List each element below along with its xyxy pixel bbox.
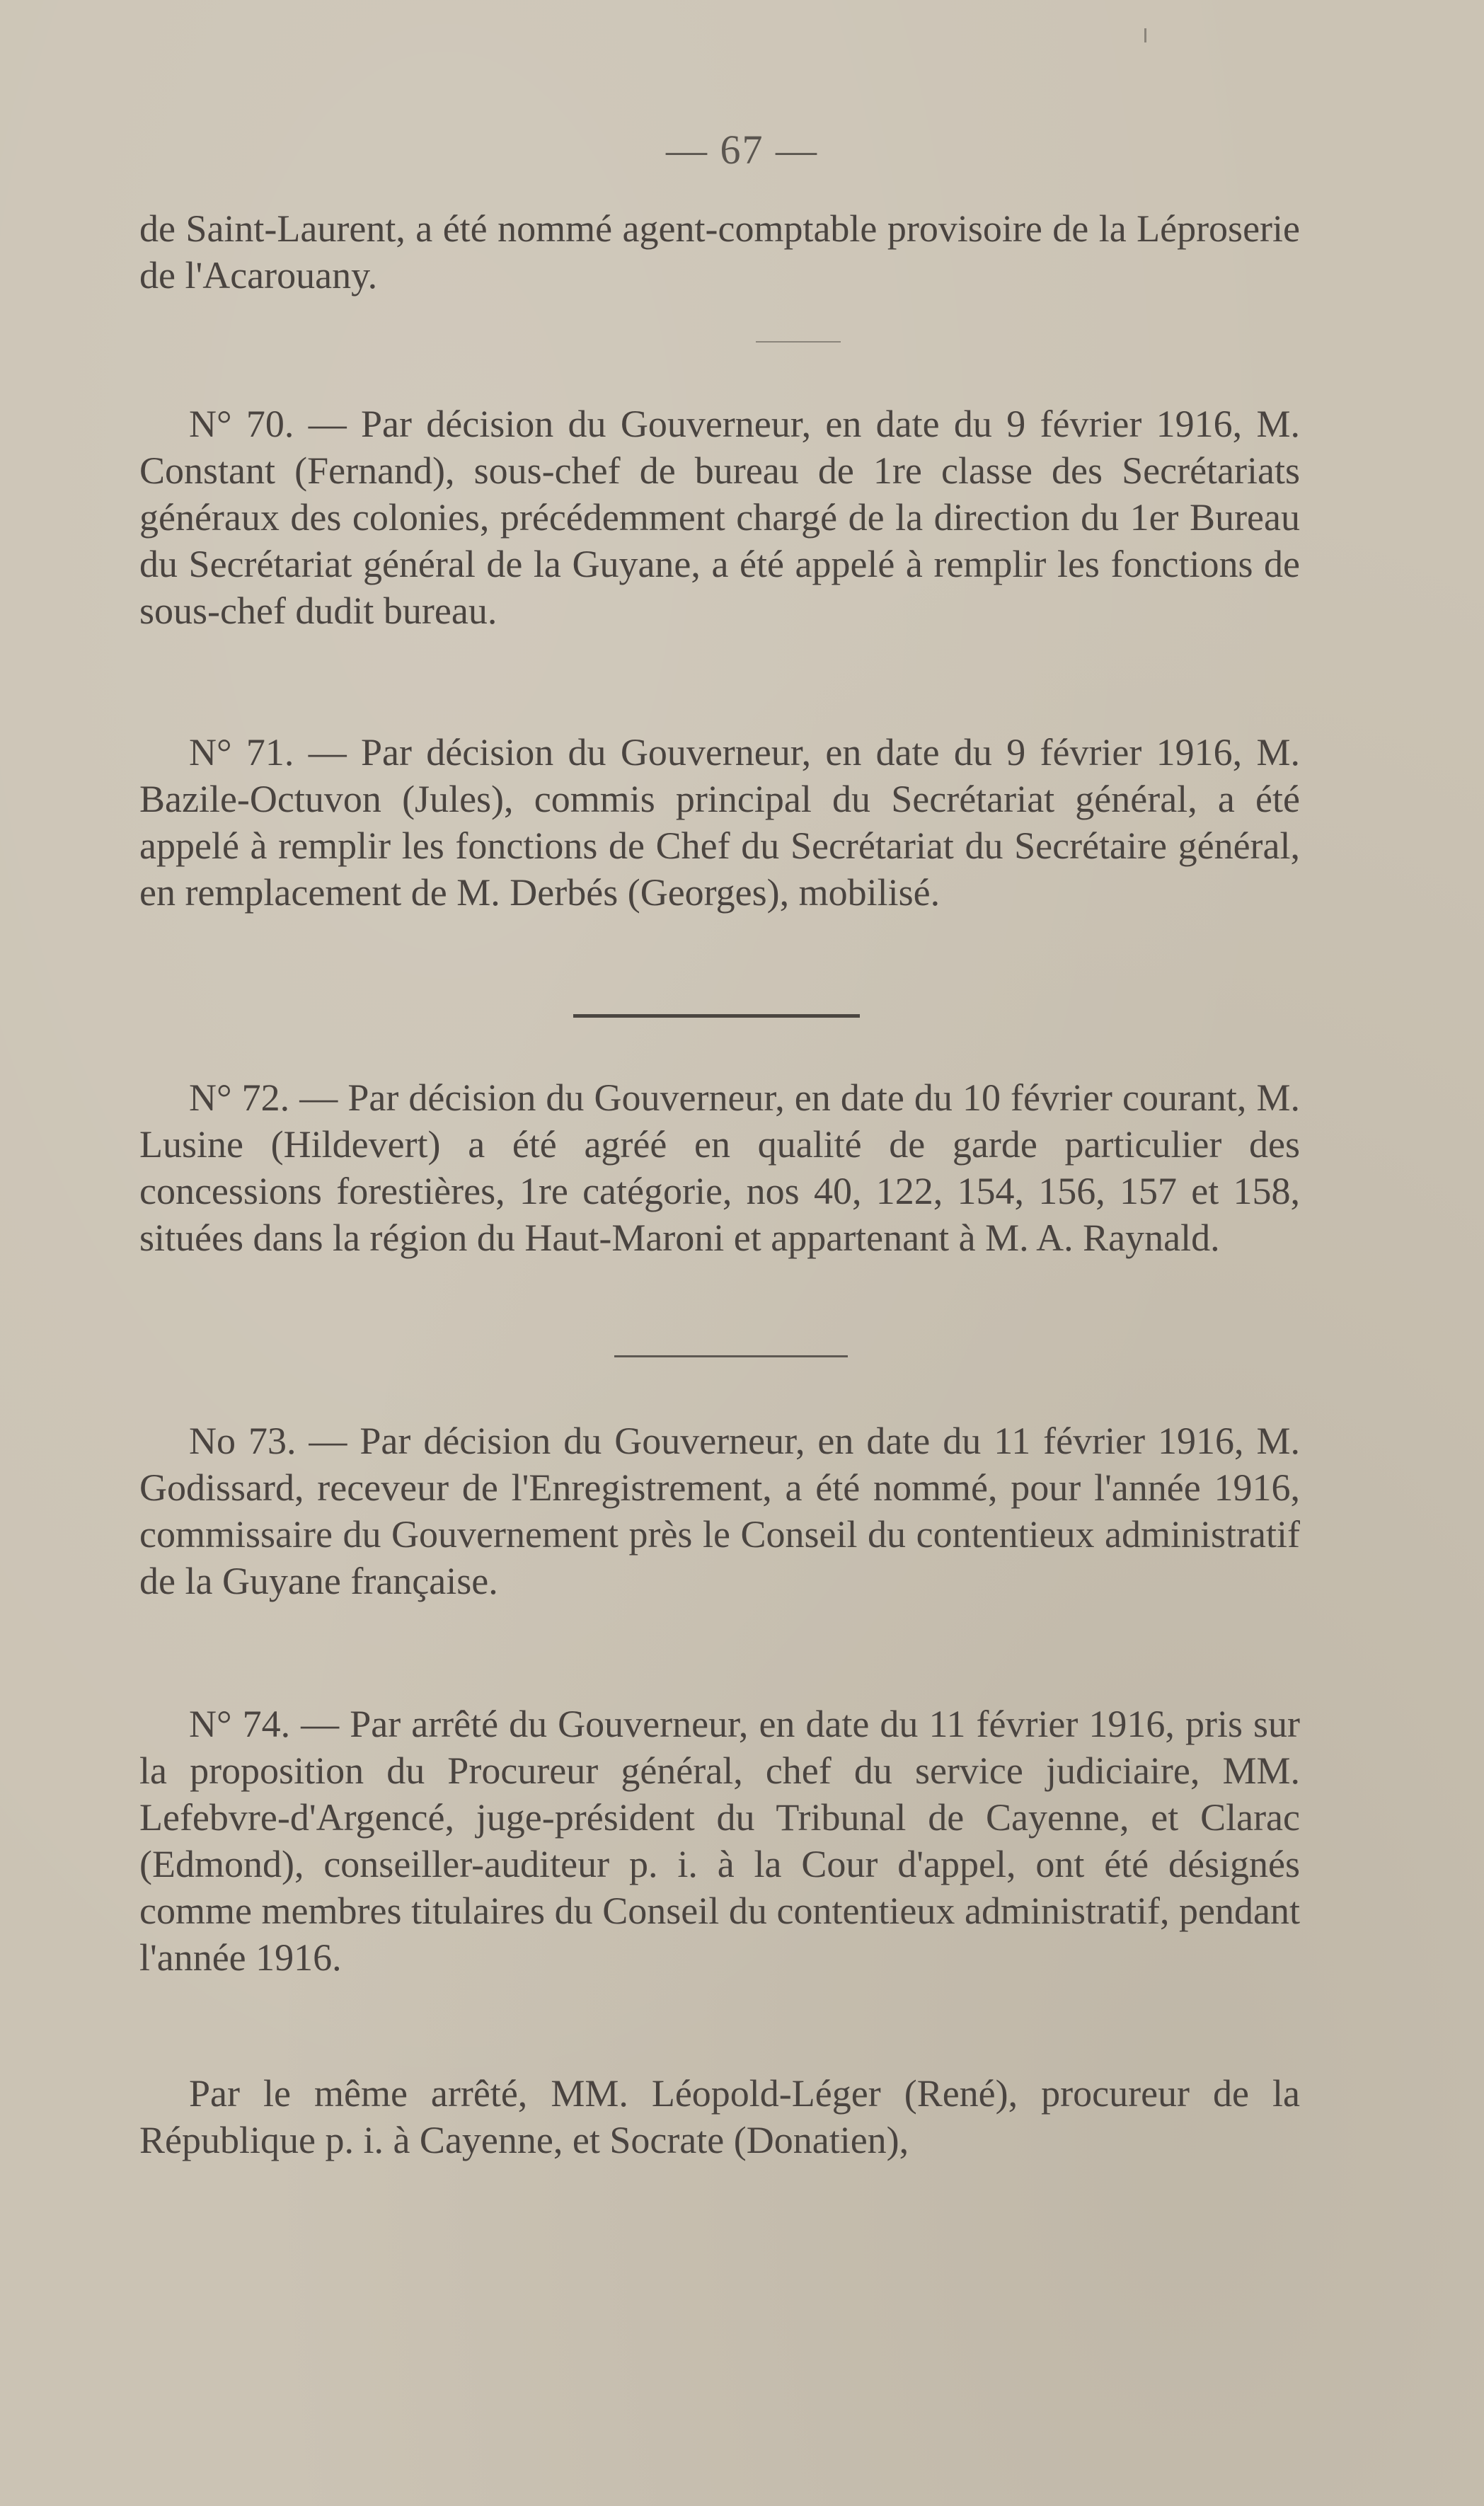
- paragraph-text: No 73. — Par décision du Gouverneur, en date du 11 février 1916, M. Godissard, receveur de l'Enregistrement, a été nommé, pour l'année 1916, commissaire du Gouvernement près le Conseil du contentieux administratif de la Guyane française.: [139, 1420, 1300, 1602]
- section-divider: [573, 1014, 860, 1018]
- paragraph-continued: [139, 2070, 1300, 2163]
- paragraph-text: N° 74. — Par arrêté du Gouverneur, en date du 11 février 1916, pris sur la proposition du Procureur général, chef du service judiciaire, MM. Lefebvre-d'Argencé, juge-président du Tribunal de Cayenne, et Clarac (Edmond), conseiller-auditeur p. i. à la Cour d'appel, ont été désignés comme membres titulaires du Conseil du contentieux administratif, pendant l'année 1916.: [139, 1703, 1300, 1979]
- paragraph-text: N° 72. — Par décision du Gouverneur, en date du 10 février courant, M. Lusine (Hildevert) a été agréé en qualité de garde particulier des concessions forestières, 1re catégorie, nos 40, 122, 154, 156, 157 et 158, situées dans la région du Haut-Maroni et appartenant à M. A. Raynald.: [139, 1076, 1300, 1259]
- section-divider: [614, 1355, 848, 1357]
- paragraph-text: de Saint-Laurent, a été nommé agent-comptable provisoire de la Léproserie de l'Acarouany.: [139, 207, 1300, 297]
- paragraph-no-72: [139, 1074, 1300, 1261]
- short-divider: [756, 341, 841, 343]
- paragraph-text: Par le même arrêté, MM. Léopold-Léger (René), procureur de la République p. i. à Cayenne, et Socrate (Donatien),: [139, 2072, 1300, 2161]
- paragraph-no-74: [139, 1701, 1300, 1981]
- paragraph-text: N° 70. — Par décision du Gouverneur, en date du 9 février 1916, M. Constant (Fernand), sous-chef de bureau de 1re classe des Secrétariats généraux des colonies, précédemment chargé de la direction du 1er Bureau du Secrétariat général de la Guyane, a été appelé à remplir les fonctions de sous-chef dudit bureau.: [139, 403, 1300, 632]
- paragraph-continuation: [139, 205, 1300, 299]
- paragraph-text: N° 71. — Par décision du Gouverneur, en date du 9 février 1916, M. Bazile-Octuvon (Jules), commis principal du Secrétariat général, a été appelé à remplir les fonctions de Chef du Secrétariat du Secrétaire général, en remplacement de M. Derbés (Georges), mobilisé.: [139, 731, 1300, 914]
- paragraph-no-71: [139, 729, 1300, 916]
- scan-speck: [1144, 28, 1146, 42]
- paragraph-no-70: [139, 401, 1300, 634]
- page-number: — 67 —: [666, 127, 818, 173]
- paragraph-no-73: [139, 1418, 1300, 1604]
